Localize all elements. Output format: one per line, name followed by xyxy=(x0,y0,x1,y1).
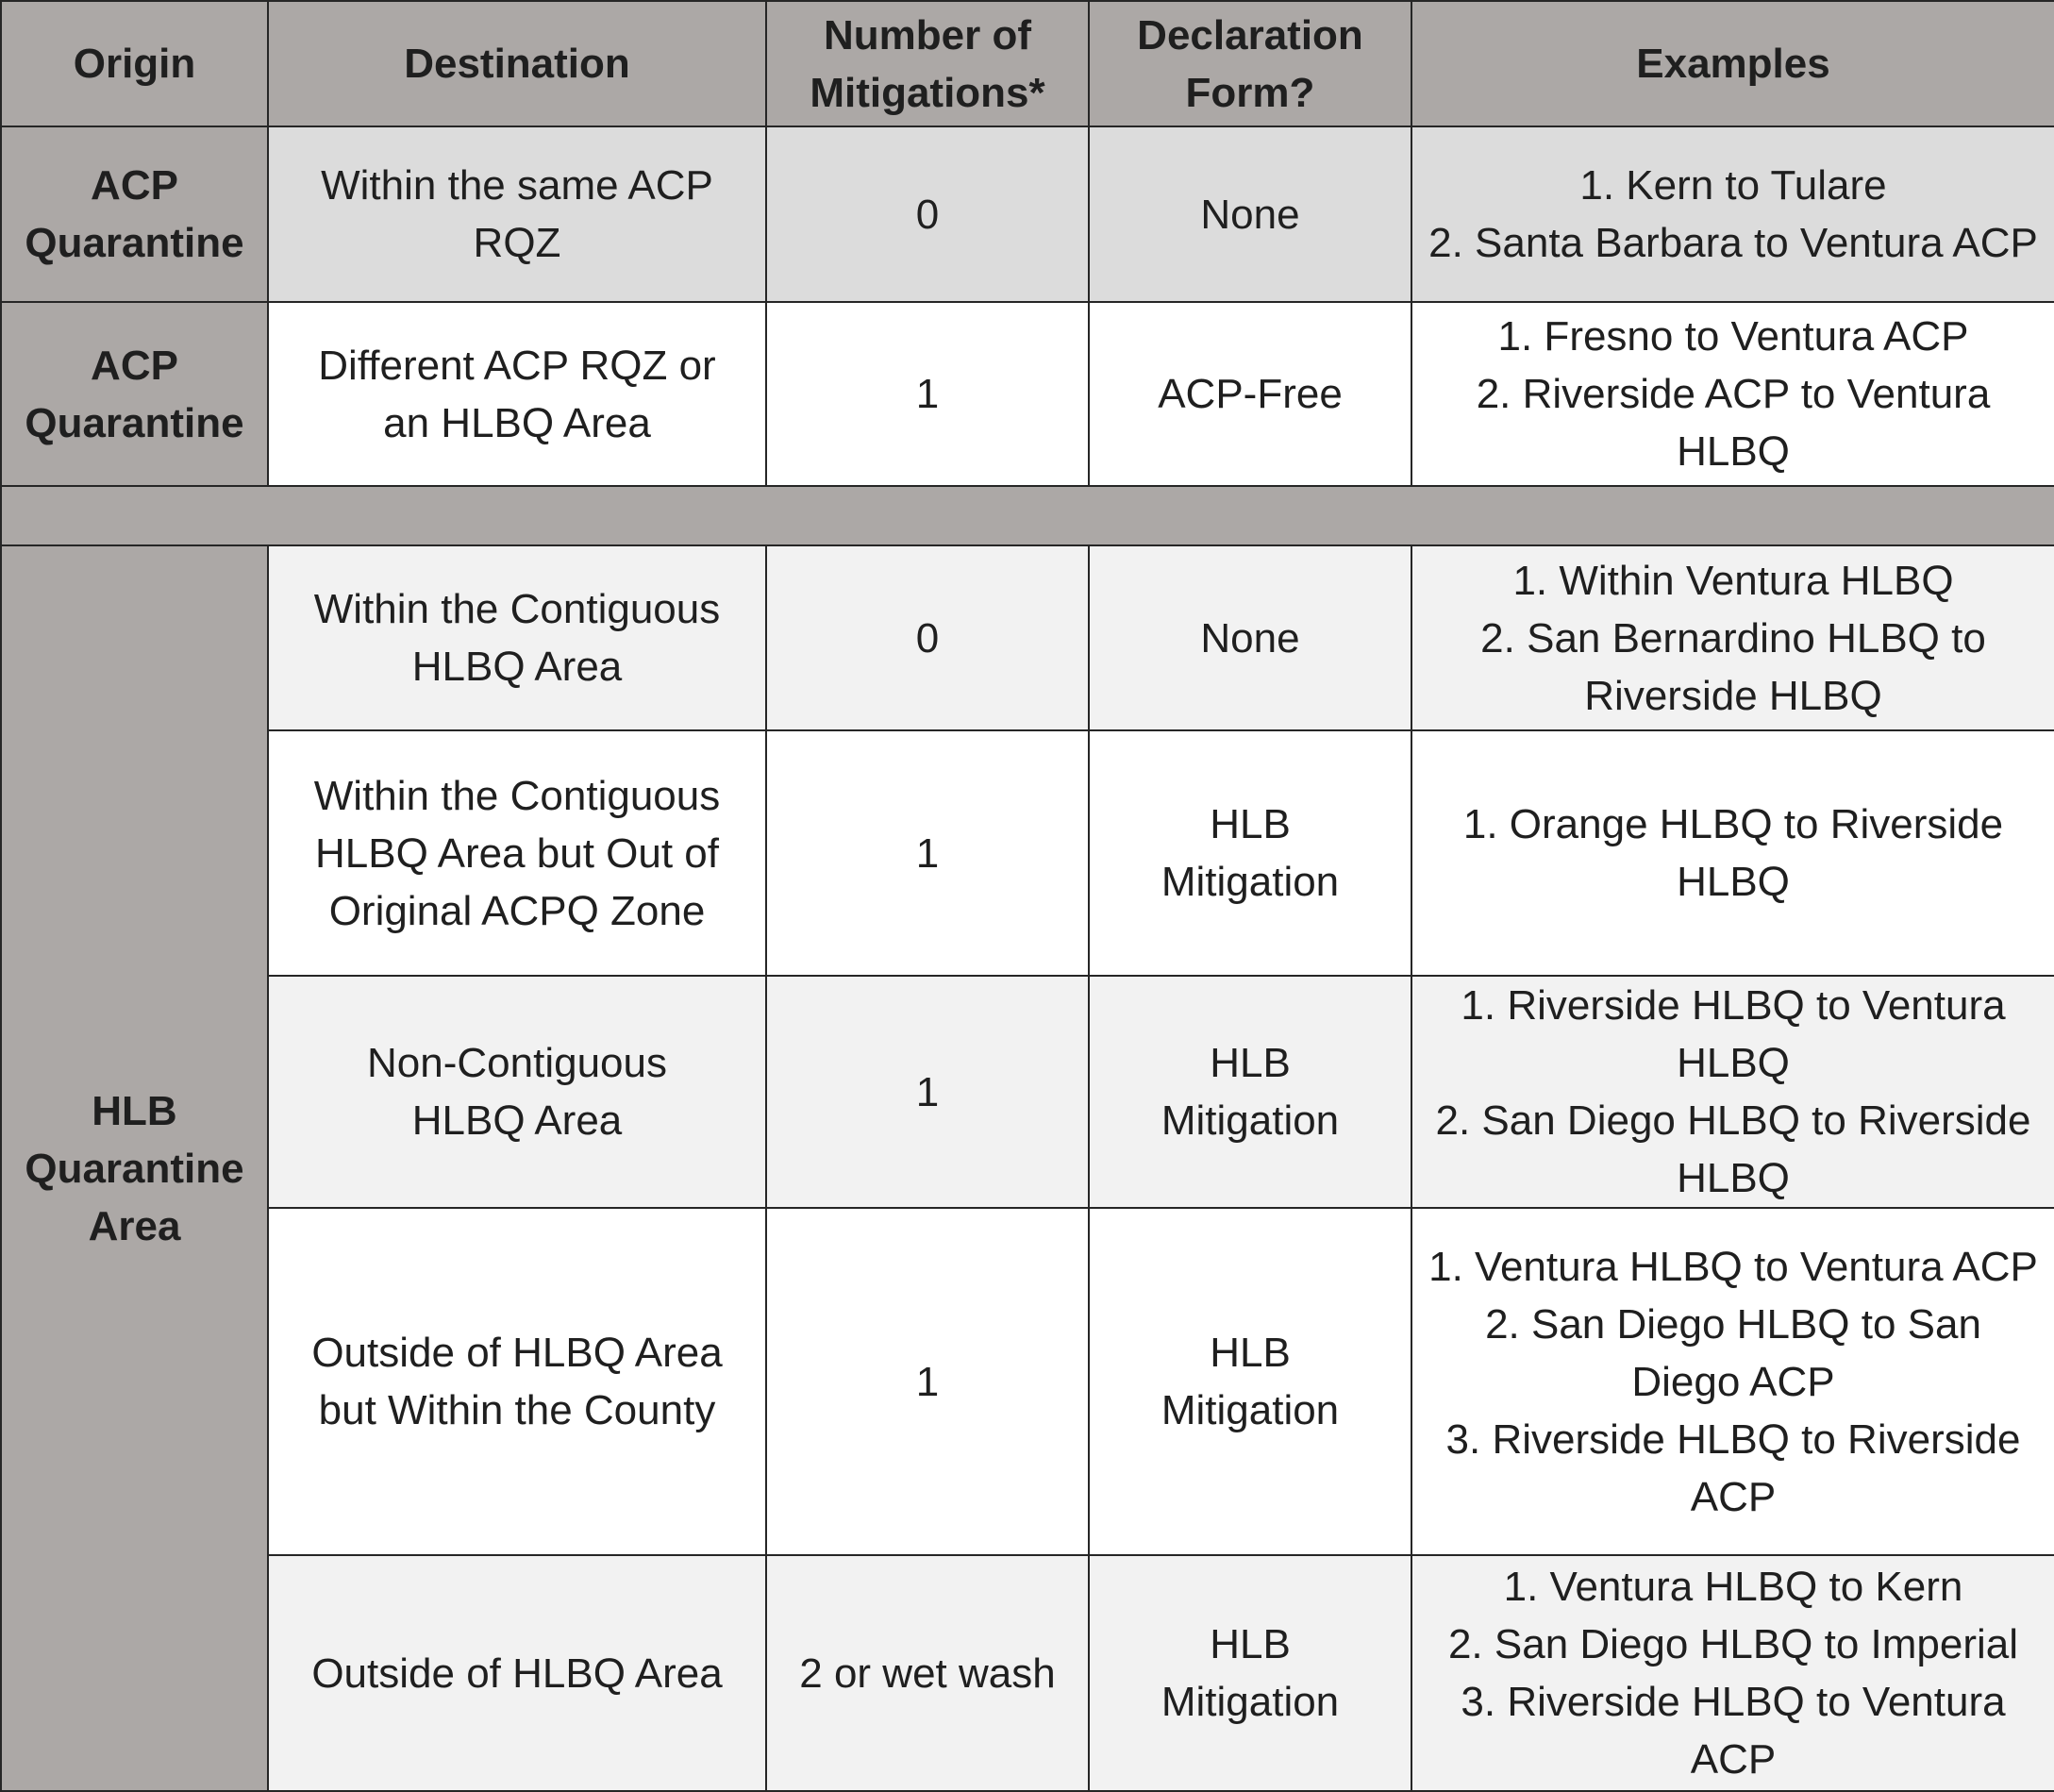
example-item: 2. San Bernardino HLBQ to Riverside HLBQ xyxy=(1480,614,1986,719)
header-origin: Origin xyxy=(1,1,268,126)
header-mitigations-line1: Number of xyxy=(824,11,1031,59)
example-item: 2. Riverside ACP to Ventura HLBQ xyxy=(1476,371,1991,475)
header-declaration-line2: Form? xyxy=(1185,69,1315,116)
origin-line: Quarantine xyxy=(25,1145,244,1192)
declaration-text: HLB Mitigation xyxy=(1161,1621,1340,1725)
destination-cell xyxy=(268,976,766,1208)
header-declaration-line1: Declaration xyxy=(1137,11,1363,59)
origin-line: Quarantine xyxy=(25,220,244,266)
example-item: 1. Kern to Tulare xyxy=(1579,162,1887,209)
header-examples: Examples xyxy=(1411,1,2054,126)
origin-line: HLB xyxy=(92,1087,177,1134)
destination-text: Non-Contiguous HLBQ Area xyxy=(367,1040,667,1144)
example-item: 1. Fresno to Ventura ACP xyxy=(1497,313,1969,360)
declaration-cell xyxy=(1089,730,1411,976)
destination-cell xyxy=(268,545,766,730)
declaration-cell: None xyxy=(1089,545,1411,730)
header-row xyxy=(1,1,2054,126)
example-item: 3. Riverside HLBQ to Riverside ACP xyxy=(1445,1415,2021,1520)
table-row xyxy=(1,302,2054,486)
mitigations-cell: 1 xyxy=(766,730,1089,976)
declaration-text: HLB Mitigation xyxy=(1161,1040,1340,1144)
mitigations-cell: 0 xyxy=(766,545,1089,730)
example-item: 1. Riverside HLBQ to Ventura HLBQ xyxy=(1461,982,2006,1086)
destination-cell xyxy=(268,1208,766,1555)
table-row xyxy=(1,126,2054,302)
declaration-cell: None xyxy=(1089,126,1411,302)
destination-cell: Outside of HLBQ Area xyxy=(268,1555,766,1791)
spacer-cell xyxy=(1,486,2054,545)
destination-cell xyxy=(268,730,766,976)
destination-text: Within the Contiguous HLBQ Area but Out of Original ACPQ Zone xyxy=(313,772,721,934)
examples-cell xyxy=(1411,126,2054,302)
declaration-text: HLB Mitigation xyxy=(1161,1330,1340,1433)
header-mitigations-line2: Mitigations* xyxy=(810,69,1045,116)
destination-text: Within the same ACP RQZ xyxy=(321,162,713,266)
examples-cell xyxy=(1411,1208,2054,1555)
example-item: 1. Orange HLBQ to Riverside HLBQ xyxy=(1462,801,2004,905)
origin-line: ACP xyxy=(91,162,178,209)
origin-cell xyxy=(1,302,268,486)
example-item: 2. Santa Barbara to Ventura ACP xyxy=(1428,220,2038,266)
origin-cell-hlb xyxy=(1,545,268,1791)
example-item: 2. San Diego HLBQ to San Diego ACP xyxy=(1485,1300,1981,1405)
example-item: 1. Ventura HLBQ to Kern xyxy=(1503,1564,1963,1610)
header-destination: Destination xyxy=(268,1,766,126)
table-row xyxy=(1,1555,2054,1791)
origin-line: Quarantine xyxy=(25,399,244,446)
origin-line: ACP xyxy=(91,342,178,389)
destination-cell xyxy=(268,302,766,486)
declaration-cell: ACP-Free xyxy=(1089,302,1411,486)
declaration-cell xyxy=(1089,1555,1411,1791)
destination-text: Outside of HLBQ Area but Within the County xyxy=(311,1330,723,1433)
mitigations-cell: 1 xyxy=(766,976,1089,1208)
origin-cell xyxy=(1,126,268,302)
spacer-row xyxy=(1,486,2054,545)
examples-cell xyxy=(1411,302,2054,486)
destination-text: Within the Contiguous HLBQ Area xyxy=(313,586,721,690)
mitigations-cell: 1 xyxy=(766,1208,1089,1555)
declaration-cell xyxy=(1089,1208,1411,1555)
table-row xyxy=(1,1208,2054,1555)
examples-cell xyxy=(1411,1555,2054,1791)
origin-line: Area xyxy=(88,1202,181,1249)
example-item: 2. San Diego HLBQ to Imperial xyxy=(1447,1621,2019,1667)
table-row xyxy=(1,545,2054,730)
example-item: 2. San Diego HLBQ to Riverside HLBQ xyxy=(1435,1097,2031,1201)
mitigations-cell: 0 xyxy=(766,126,1089,302)
declaration-text: HLB Mitigation xyxy=(1161,801,1340,905)
table-row xyxy=(1,976,2054,1208)
header-mitigations xyxy=(766,1,1089,126)
examples-cell xyxy=(1411,730,2054,976)
example-item: 3. Riverside HLBQ to Ventura ACP xyxy=(1461,1679,2006,1783)
mitigations-cell: 2 or wet wash xyxy=(766,1555,1089,1791)
table-row xyxy=(1,730,2054,976)
destination-text: Different ACP RQZ or an HLBQ Area xyxy=(318,342,716,446)
mitigations-cell: 1 xyxy=(766,302,1089,486)
examples-cell xyxy=(1411,545,2054,730)
header-declaration xyxy=(1089,1,1411,126)
example-item: 1. Within Ventura HLBQ xyxy=(1512,557,1954,604)
example-item: 1. Ventura HLBQ to Ventura ACP xyxy=(1428,1243,2038,1290)
examples-cell xyxy=(1411,976,2054,1208)
declaration-cell xyxy=(1089,976,1411,1208)
destination-cell xyxy=(268,126,766,302)
